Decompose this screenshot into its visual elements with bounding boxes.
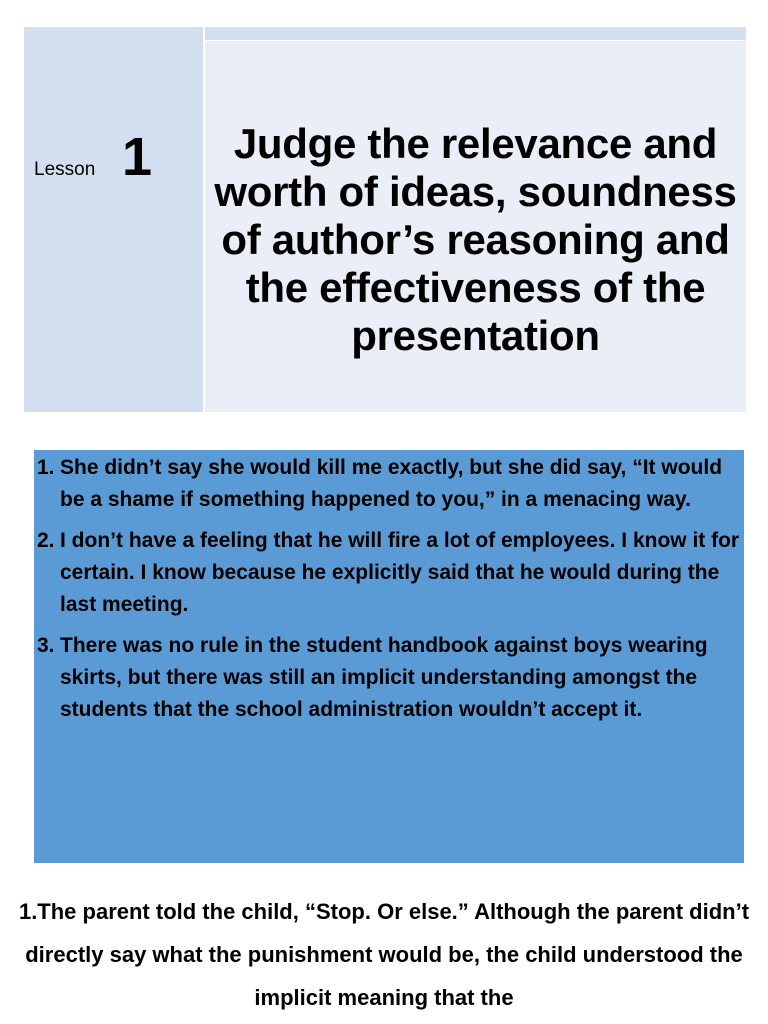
example-item	[37, 525, 743, 621]
example-item	[37, 630, 743, 726]
example-number: 2.	[37, 529, 55, 552]
lesson-panel	[24, 27, 203, 412]
examples-list	[37, 452, 743, 735]
example-text: I don’t have a feeling that he will fire a lot of employees. I know it for certain. I know because he explicitly said that he would during the last meeting.	[60, 529, 740, 616]
title-panel-top-strip	[205, 27, 746, 40]
example-text: There was no rule in the student handbook against boys wearing skirts, but there was still an implicit understanding amongst the students that the school administration wouldn’t accept it.	[60, 634, 708, 721]
lesson-number: 1	[122, 127, 153, 187]
lesson-label: Lesson	[34, 159, 96, 180]
bottom-example-text: 1.The parent told the child, “Stop. Or else.” Although the parent didn’t directly say what the punishment would be, the child understood the implicit meaning that the	[18, 899, 750, 1010]
example-number: 3.	[37, 634, 55, 657]
lesson-title: Judge the relevance and worth of ideas, soundness of author’s reasoning and the effectiveness of the presentation	[214, 120, 737, 359]
example-text: She didn’t say she would kill me exactly, but she did say, “It would be a shame if something happened to you,” in a menacing way.	[60, 456, 723, 511]
example-number: 1.	[37, 456, 55, 479]
example-item	[37, 452, 743, 516]
